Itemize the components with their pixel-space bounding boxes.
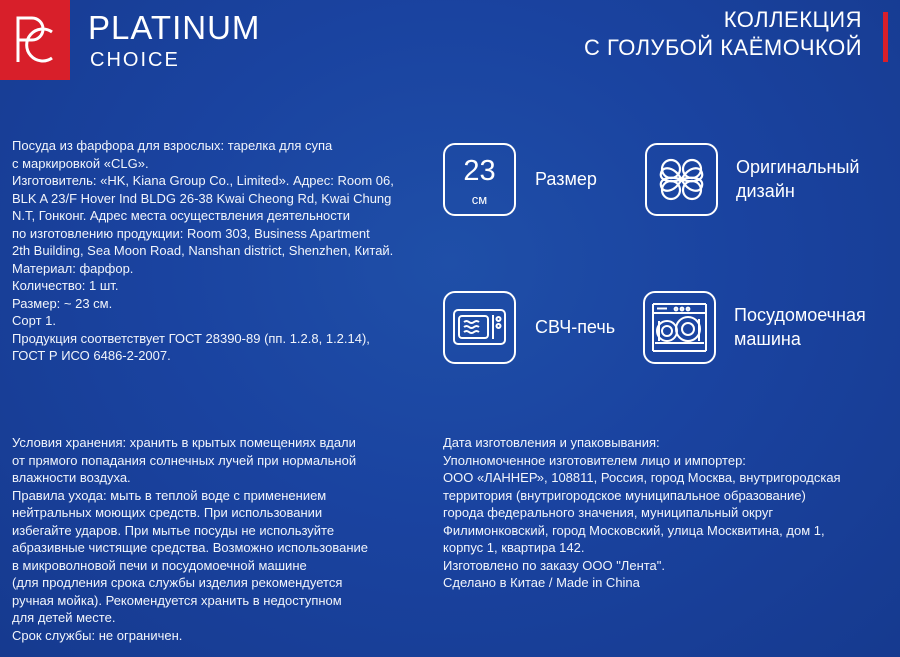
spec-line: Материал: фарфор. bbox=[12, 260, 134, 276]
size-badge bbox=[443, 143, 516, 216]
spec-line: 2th Building, Sea Moon Road, Nanshan district, Shenzhen, Китай. bbox=[12, 243, 394, 258]
microwave-icon bbox=[445, 293, 514, 362]
microwave-label: СВЧ-печь bbox=[535, 317, 616, 337]
maker-line: корпус 1, квартира 142. bbox=[443, 540, 585, 555]
collection-title bbox=[584, 6, 862, 62]
brand-line-2: CHOICE bbox=[90, 49, 180, 71]
dishwasher-label-line-2: машина bbox=[734, 329, 801, 349]
collection-line-2: С ГОЛУБОЙ КАЁМОЧКОЙ bbox=[584, 35, 862, 60]
importer-info-text bbox=[443, 434, 841, 592]
maker-line: ООО «ЛАННЕР», 108811, Россия, город Москва, внутригородская bbox=[443, 470, 841, 485]
storage-care-text bbox=[12, 434, 368, 644]
storage-line: от прямого попадания солнечных лучей при нормальной bbox=[12, 452, 357, 468]
brand-line-1: PLATINUM bbox=[88, 9, 261, 46]
design-label-line-2: дизайн bbox=[736, 181, 795, 201]
flower-pattern-icon bbox=[647, 145, 716, 214]
maker-line: Уполномоченное изготовителем лицо и импортер: bbox=[443, 452, 746, 468]
storage-line: нейтральных моющих средств. При использовании bbox=[12, 505, 323, 520]
brand-logo bbox=[0, 0, 70, 80]
design-label bbox=[736, 155, 859, 203]
spec-line: Количество: 1 шт. bbox=[12, 278, 119, 293]
storage-line: для детей месте. bbox=[12, 610, 116, 625]
design-badge bbox=[645, 143, 718, 216]
storage-line: Правила ухода: мыть в теплой воде с применением bbox=[12, 487, 327, 503]
pc-monogram-icon bbox=[12, 10, 58, 70]
size-label: Размер bbox=[535, 169, 597, 189]
size-value: 23 bbox=[463, 155, 496, 187]
collection-line-1: КОЛЛЕКЦИЯ bbox=[723, 7, 862, 32]
spec-line: Размер: ~ 23 см. bbox=[12, 295, 113, 311]
storage-line: Срок службы: не ограничен. bbox=[12, 627, 183, 643]
spec-line: Изготовитель: «HK, Kiana Group Co., Limited». Адрес: Room 06, bbox=[12, 173, 394, 188]
dishwasher-label-line-1: Посудомоечная bbox=[734, 305, 866, 325]
spec-line: ГОСТ Р ИСО 6486-2-2007. bbox=[12, 348, 171, 363]
storage-line: абразивные чистящие средства. Возможно использование bbox=[12, 540, 369, 555]
spec-line: N.T, Гонконг. Адрес места осуществления деятельности bbox=[12, 208, 350, 223]
maker-line: территория (внутригородское муниципальное образование) bbox=[443, 487, 806, 503]
dishwasher-badge bbox=[643, 291, 716, 364]
spec-line: с маркировкой «CLG». bbox=[12, 155, 149, 171]
spec-line: Сорт 1. bbox=[12, 313, 56, 328]
maker-line: Сделано в Китае / Made in China bbox=[443, 575, 640, 590]
storage-line: избегайте ударов. При мытье посуды не используйте bbox=[12, 522, 335, 538]
brand-name bbox=[88, 10, 260, 74]
spec-line: Продукция соответствует ГОСТ 28390-89 (пп. 1.2.8, 1.2.14), bbox=[12, 330, 370, 346]
storage-line: (для продления срока службы изделия рекомендуется bbox=[12, 575, 343, 590]
size-unit: см bbox=[471, 192, 488, 207]
spec-line: по изготовлению продукции: Room 303, Business Apartment bbox=[12, 225, 370, 241]
maker-line: Изготовлено по заказу ООО "Лента". bbox=[443, 557, 666, 573]
microwave-badge bbox=[443, 291, 516, 364]
storage-line: влажности воздуха. bbox=[12, 470, 131, 485]
storage-line: Условия хранения: хранить в крытых помещениях вдали bbox=[12, 435, 356, 450]
maker-line: Дата изготовления и упаковывания: bbox=[443, 435, 660, 450]
red-accent-bar bbox=[883, 12, 888, 62]
spec-line: Посуда из фарфора для взрослых: тарелка для супа bbox=[12, 138, 333, 153]
storage-line: ручная мойка). Рекомендуется хранить в недоступном bbox=[12, 592, 342, 608]
storage-line: в микроволновой печи и посудомоечной машине bbox=[12, 557, 307, 573]
dishwasher-label bbox=[734, 303, 866, 351]
design-label-line-1: Оригинальный bbox=[736, 157, 860, 177]
product-spec-text bbox=[12, 137, 394, 365]
spec-line: BLK A 23/F Hover Ind BLDG 26-38 Kwai Cheong Rd, Kwai Chung bbox=[12, 190, 392, 206]
dishwasher-icon bbox=[645, 293, 714, 362]
maker-line: города федерального значения, муниципальный округ bbox=[443, 505, 774, 520]
maker-line: Филимонковский, город Московский, улица Москвитина, дом 1, bbox=[443, 522, 825, 538]
